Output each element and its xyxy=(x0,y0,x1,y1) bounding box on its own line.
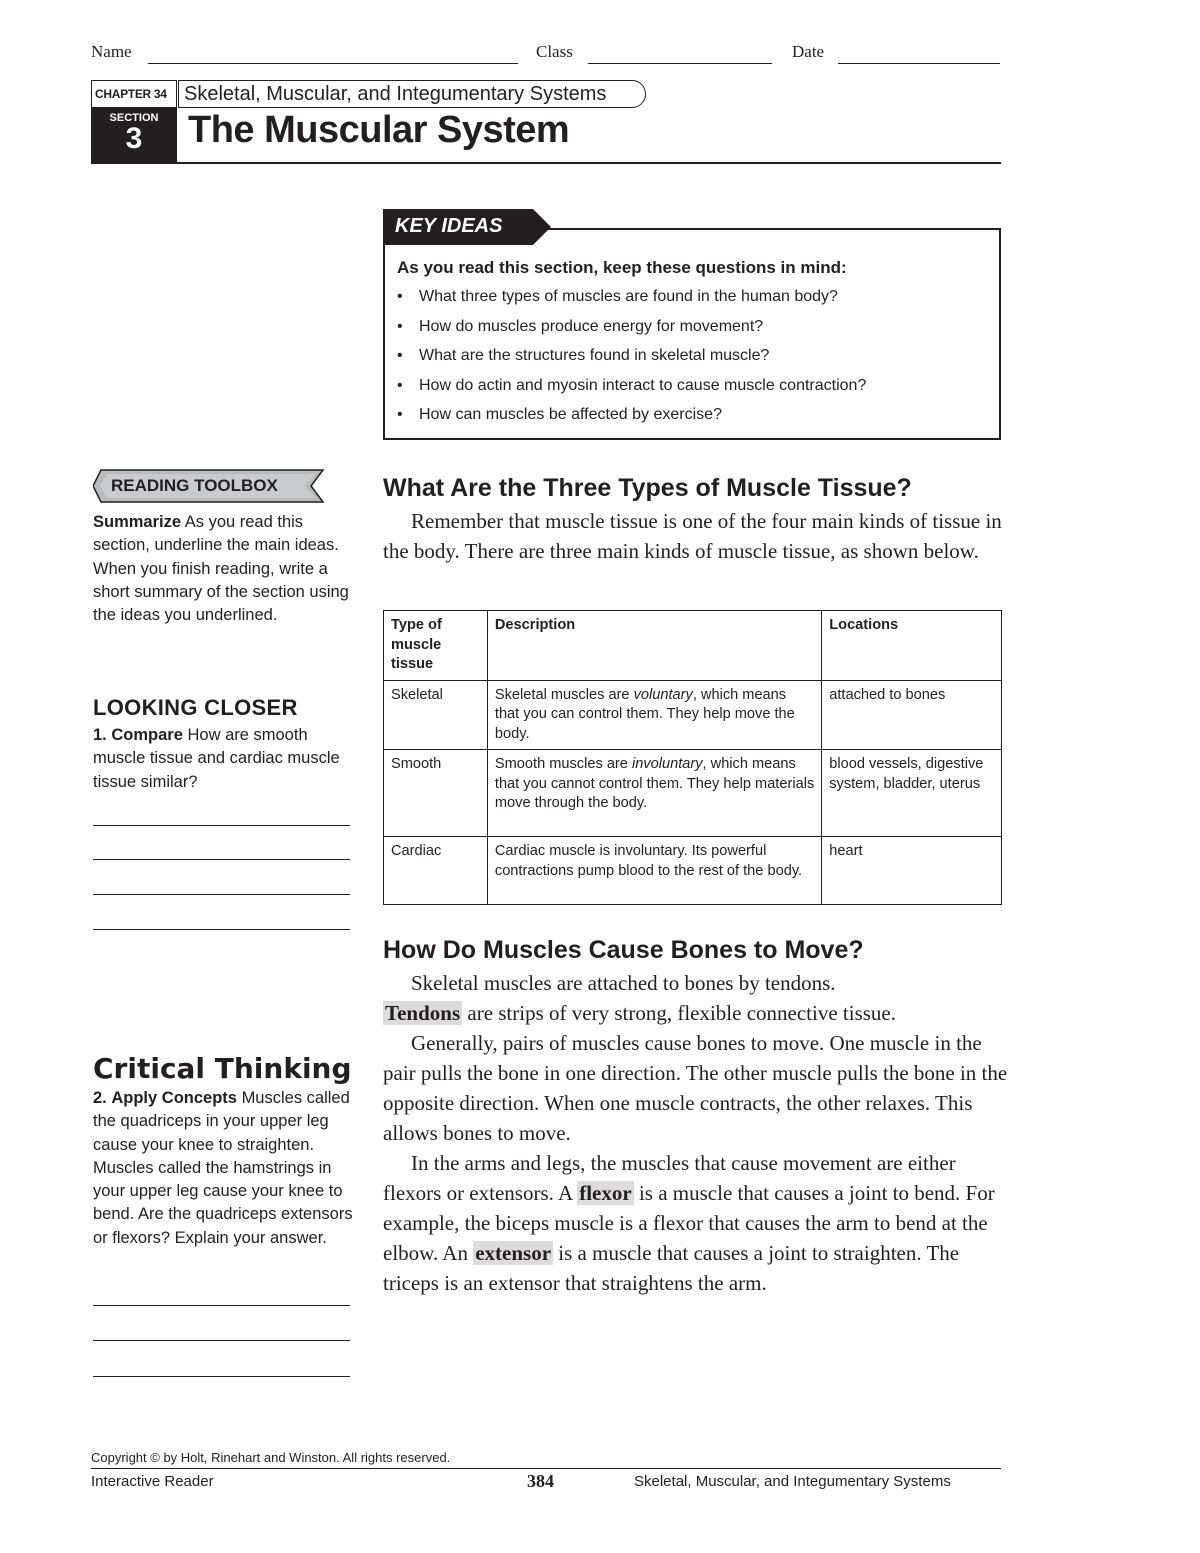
answer-line-q1-3[interactable] xyxy=(93,894,350,895)
q1-text: How are smooth muscle tissue and cardiac muscle tissue similar? xyxy=(93,726,340,791)
table-cell-description: Cardiac muscle is involuntary. Its powerful contractions pump blood to the rest of the body. xyxy=(487,837,821,905)
table-row xyxy=(384,750,1002,837)
date-field[interactable] xyxy=(838,63,1000,64)
section-badge xyxy=(91,108,177,164)
q2-text: Muscles called the quadriceps in your upper leg cause your knee to straighten. Muscles called the hamstrings in your upper leg cause your knee to bend. Are the quadriceps extensors or flexors? Explain your answer. xyxy=(93,1089,353,1247)
key-ideas-intro: As you read this section, keep these questions in mind: xyxy=(397,258,847,277)
term-tendons: Tendons xyxy=(385,1001,461,1025)
table-cell-locations: heart xyxy=(822,837,1002,905)
answer-line-q1-4[interactable] xyxy=(93,929,350,930)
date-label: Date xyxy=(792,42,825,61)
looking-closer-heading: LOOKING CLOSER xyxy=(93,695,298,720)
q1-number: 1. xyxy=(93,726,107,744)
chapter-label: CHAPTER 34 xyxy=(95,87,167,101)
section-paragraph: Remember that muscle tissue is one of the four main kinds of tissue in the body. There are three main kinds of muscle tissue, as shown below. xyxy=(383,509,1002,563)
list-item: • What three types of muscles are found in the human body? xyxy=(397,285,866,315)
name-field[interactable] xyxy=(148,63,518,64)
table-row xyxy=(384,837,1002,905)
footer-chapter-title: Skeletal, Muscular, and Integumentary Systems xyxy=(634,1473,951,1490)
toolbox-text xyxy=(93,511,353,627)
toolbox-label: READING TOOLBOX xyxy=(111,476,278,495)
class-label: Class xyxy=(536,42,573,61)
page-title: The Muscular System xyxy=(188,109,570,151)
name-label: Name xyxy=(91,42,132,61)
table-cell-description: Skeletal muscles are voluntary, which means that you can control them. They help move the body. xyxy=(487,680,821,750)
reading-toolbox-banner xyxy=(93,466,327,506)
critical-thinking-heading: Critical Thinking xyxy=(93,1052,352,1085)
table-row xyxy=(384,680,1002,750)
list-item: • How can muscles be affected by exercise? xyxy=(397,403,866,433)
question-1 xyxy=(93,724,355,794)
copyright-notice: Copyright © by Holt, Rinehart and Winston. All rights reserved. xyxy=(91,1450,451,1465)
term-extensor: extensor xyxy=(475,1241,552,1265)
muscle-tissue-table xyxy=(383,610,1002,905)
answer-line-q2-2[interactable] xyxy=(93,1340,350,1341)
title-divider xyxy=(91,162,1001,164)
key-ideas-list xyxy=(397,285,866,433)
page-number: 384 xyxy=(527,1471,554,1491)
key-ideas-arrow-icon xyxy=(533,209,551,245)
table-cell-locations: blood vessels, digestive system, bladder, uterus xyxy=(822,750,1002,837)
toolbox-lead: Summarize xyxy=(93,513,182,531)
list-item: • How do actin and myosin interact to cause muscle contraction? xyxy=(397,374,866,404)
key-ideas-tab xyxy=(383,209,533,245)
key-ideas-label: KEY IDEAS xyxy=(395,215,503,237)
q2-lead: Apply Concepts xyxy=(111,1089,237,1107)
section2-body xyxy=(383,968,1008,1298)
term-flexor: flexor xyxy=(579,1181,632,1205)
footer-divider xyxy=(91,1468,1001,1469)
answer-line-q2-1[interactable] xyxy=(93,1305,350,1306)
class-field[interactable] xyxy=(588,63,772,64)
chapter-badge xyxy=(91,80,177,164)
chapter-title: Skeletal, Muscular, and Integumentary Systems xyxy=(184,83,607,105)
paragraph: Skeletal muscles are attached to bones by tendons. xyxy=(411,971,836,995)
answer-line-q2-3[interactable] xyxy=(93,1376,350,1377)
table-header-cell: Locations xyxy=(822,611,1002,681)
section-label: SECTION xyxy=(109,112,159,124)
table-cell-type: Cardiac xyxy=(384,837,488,905)
paragraph: In the arms and legs, the muscles that cause movement are either flexors or extensors. A flexor is a muscle that causes a joint to bend. For example, the biceps muscle is a flexor that causes the arm to bend at the elbow. An extensor is a muscle that causes a joint to straighten. The triceps is an extensor that straightens the arm. xyxy=(383,1151,995,1295)
paragraph: Generally, pairs of muscles cause bones to move. One muscle in the pair pulls the bone in one direction. The other muscle pulls the bone in the opposite direction. When one muscle contracts, the other relaxes. This allows bones to move. xyxy=(383,1031,1008,1145)
paragraph: Tendons are strips of very strong, flexible connective tissue. xyxy=(385,1001,896,1025)
table-header-row xyxy=(384,611,1002,681)
table-cell-locations: attached to bones xyxy=(822,680,1002,750)
q2-number: 2. xyxy=(93,1089,107,1107)
section-heading-bones-move: How Do Muscles Cause Bones to Move? xyxy=(383,936,864,964)
table-cell-type: Smooth xyxy=(384,750,488,837)
footer-book-title: Interactive Reader xyxy=(91,1473,214,1490)
answer-line-q1-2[interactable] xyxy=(93,859,350,860)
answer-line-q1-1[interactable] xyxy=(93,825,350,826)
list-item: • What are the structures found in skeletal muscle? xyxy=(397,344,866,374)
table-cell-type: Skeletal xyxy=(384,680,488,750)
list-item: • How do muscles produce energy for movement? xyxy=(397,315,866,345)
q1-lead: Compare xyxy=(111,726,183,744)
question-2 xyxy=(93,1087,355,1250)
table-cell-description: Smooth muscles are involuntary, which means that you cannot control them. They help materials move through the body. xyxy=(487,750,821,837)
toolbox-body: As you read this section, underline the main ideas. When you finish reading, write a short summary of the section using the ideas you underlined. xyxy=(93,513,349,625)
table-header-cell: Type of muscle tissue xyxy=(384,611,488,681)
section-number: 3 xyxy=(125,122,143,155)
section-heading-muscle-types: What Are the Three Types of Muscle Tissue? xyxy=(383,474,912,502)
table-header-cell: Description xyxy=(487,611,821,681)
